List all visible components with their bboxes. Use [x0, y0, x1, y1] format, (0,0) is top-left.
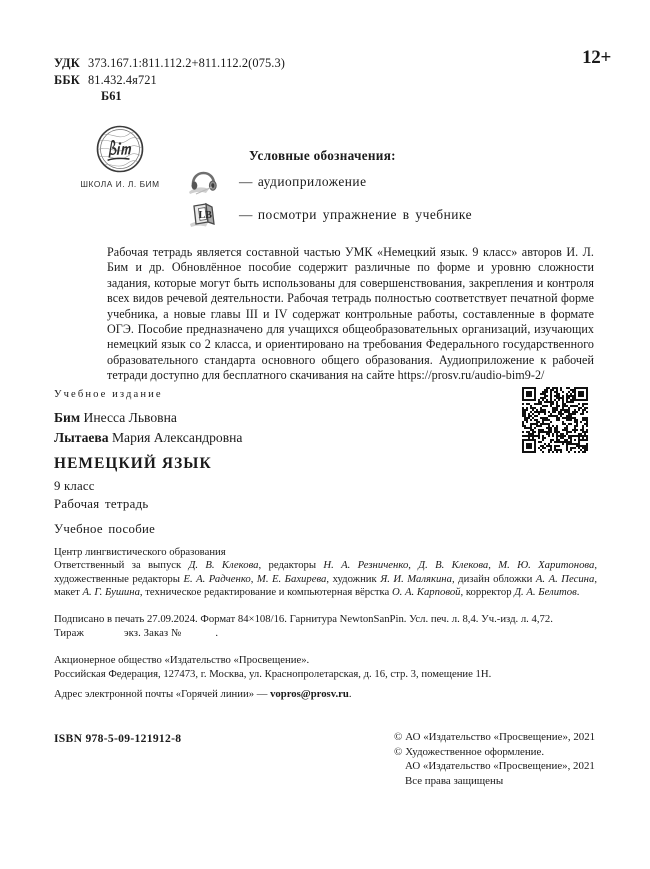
linguistic-center-label: Центр лингвистического образования: [54, 546, 226, 558]
edition-kind: Учебное издание: [54, 389, 163, 400]
copyright-text: АО «Издательство «Просвещение», 2021: [405, 731, 596, 743]
credits-body: [54, 559, 597, 598]
bbk-label: ББК: [54, 72, 80, 87]
series-logo-caption: ШКОЛА И. Л. БИМ: [80, 179, 160, 189]
author-row: [54, 408, 242, 428]
book-kind: Рабочая тетрадь: [54, 497, 149, 511]
credit-role-text: ,: [488, 559, 499, 572]
legend-item-textbook: [186, 201, 472, 229]
print-info-line2: [54, 627, 597, 641]
credit-role-text: ,: [250, 572, 257, 585]
age-rating-badge: 12+: [582, 47, 611, 68]
legend-item-textbook-label: [239, 207, 472, 223]
isbn: ISBN 978-5-09-121912-8: [54, 732, 182, 745]
legend-label-text: посмотри упражнение в учебнике: [257, 207, 473, 222]
copyright-mark-icon: ©: [394, 731, 403, 743]
credit-role-text: .: [576, 586, 580, 599]
publisher-info: [54, 654, 597, 681]
legend-item-audio-label: [239, 174, 367, 190]
copyright-text: Все права защищены: [405, 774, 504, 787]
credit-role-text: ,: [408, 559, 419, 572]
copyright-text: АО «Издательство «Просвещение», 2021: [405, 760, 595, 773]
publisher-address: Российская Федерация, 127473, г. Москва, ул. Краснопролетарская, д. 16, стр. 3, помещение 1Н.: [54, 667, 492, 680]
credit-person-name: Н. А. Резниченко: [323, 559, 409, 572]
production-credits: [54, 546, 597, 600]
credit-person-name: Д. В. Клекова: [188, 559, 259, 572]
hotline-email-suffix: .: [348, 688, 352, 700]
print-info-line1: Подписано в печать 27.09.2024. Формат 84×108/16. Гарнитура NewtonSanPin. Усл. печ. л. 8,4. Уч.-изд. л. 4,72.: [54, 613, 553, 625]
book-manual-type: Учебное пособие: [54, 522, 156, 536]
credit-role-text: Ответственный за выпуск: [54, 559, 189, 572]
credit-role-text: , художественные редакторы: [54, 559, 598, 585]
classification-codes: [54, 55, 285, 105]
order-label: экз. Заказ №: [123, 626, 182, 639]
hotline-email-address[interactable]: vopros@prosv.ru: [270, 688, 349, 700]
credit-person-name: О. А. Карповой: [391, 586, 461, 599]
copyright-line: [394, 774, 595, 789]
author-row: [54, 428, 242, 448]
copyright-line: [394, 730, 595, 745]
audio-url: https://prosv.ru/audio-bim9-2/: [397, 368, 545, 383]
credit-person-name: М. Е. Бахирева: [256, 572, 327, 585]
print-run-label: Тираж: [54, 626, 84, 639]
credit-person-name: Д. В. Клекова: [418, 559, 489, 572]
credit-role-text: , макет: [54, 572, 597, 599]
credit-role-text: , дизайн обложки: [451, 572, 536, 585]
credit-role-text: , корректор: [460, 586, 515, 599]
copyright-block: [394, 730, 595, 788]
hotline-email-prefix: Адрес электронной почты «Горячей линии» —: [54, 688, 271, 700]
credit-person-name: М. Ю. Харитонова: [498, 559, 595, 572]
credit-person-name: Д. А. Белитов: [514, 586, 577, 599]
svg-text:LB: LB: [198, 210, 212, 221]
series-logo: [62, 124, 178, 189]
copyright-mark-icon: ©: [394, 745, 403, 758]
publisher-name: Акционерное общество «Издательство «Просвещение».: [54, 654, 310, 666]
order-number-blank: .: [215, 626, 219, 639]
headphones-icon: [186, 168, 230, 196]
copyright-line: [394, 759, 595, 774]
bim-seal-icon: [95, 124, 145, 174]
author-list: [54, 408, 242, 447]
credit-person-name: Я. И. Малякина: [380, 572, 452, 585]
book-grade: 9 класс: [54, 479, 95, 493]
credit-person-name: А. Г. Бушина: [82, 586, 140, 599]
udk-value: 373.167.1:811.112.2+811.112.2(075.3): [88, 56, 286, 70]
credit-person-name: Е. А. Радченко: [183, 572, 251, 585]
copyright-line: [394, 745, 595, 760]
bbk-row: [54, 72, 285, 89]
copyright-text: Художественное оформление.: [405, 745, 545, 758]
credit-role-text: , художник: [326, 572, 381, 585]
open-book-icon: [186, 201, 230, 229]
print-info: [54, 613, 597, 640]
author-given-name: Мария Александровна: [111, 429, 243, 445]
bbk-value: 81.432.4я721: [88, 72, 157, 87]
legend-label-text: аудиоприложение: [257, 174, 367, 189]
author-code: Б61: [101, 89, 122, 103]
hotline-email-line: [54, 688, 352, 700]
credit-person-name: А. А. Песина: [535, 572, 595, 585]
author-given-name: Инесса Львовна: [83, 410, 177, 425]
udk-row: [54, 55, 285, 72]
annotation-text: Рабочая тетрадь является составной частью УМК «Немецкий язык. 9 класс» авторов И. Л. Бим и др. Обновлённое пособие содержит различные по форме и уровню сложности задания, которые могут быть использованы для совершенствования, закрепления и контроля всех видов речевой деятельности. Рабочая тетрадь полностью соответствует печатной форме учебника, а новые главы III и IV содержат контрольные работы, составленные в формате ОГЭ. Пособие предназначено для учащихся общеобразовательных организаций, изучающих немецкий язык со 2 класса, и ориентировано на требования Федерального государственного образовательного стандарта основного общего образования. Аудиоприложение к рабочей тетради доступно для бесплатного скачивания на сайте: [107, 245, 594, 383]
author-surname: Лытаева: [54, 429, 109, 445]
legend-dash: —: [239, 174, 253, 189]
qr-code[interactable]: [522, 387, 588, 453]
credit-role-text: , редакторы: [258, 559, 324, 572]
legend-dash: —: [239, 207, 253, 222]
udk-label: УДК: [54, 56, 80, 70]
annotation-paragraph: [107, 245, 594, 384]
legend-item-audio: [186, 168, 367, 196]
book-title: НЕМЕЦКИЙ ЯЗЫК: [54, 455, 212, 472]
author-surname: Бим: [54, 410, 81, 425]
legend-title: Условные обозначения:: [249, 148, 396, 163]
credit-role-text: , техническое редактирование и компьютерная вёрстка: [139, 586, 392, 599]
